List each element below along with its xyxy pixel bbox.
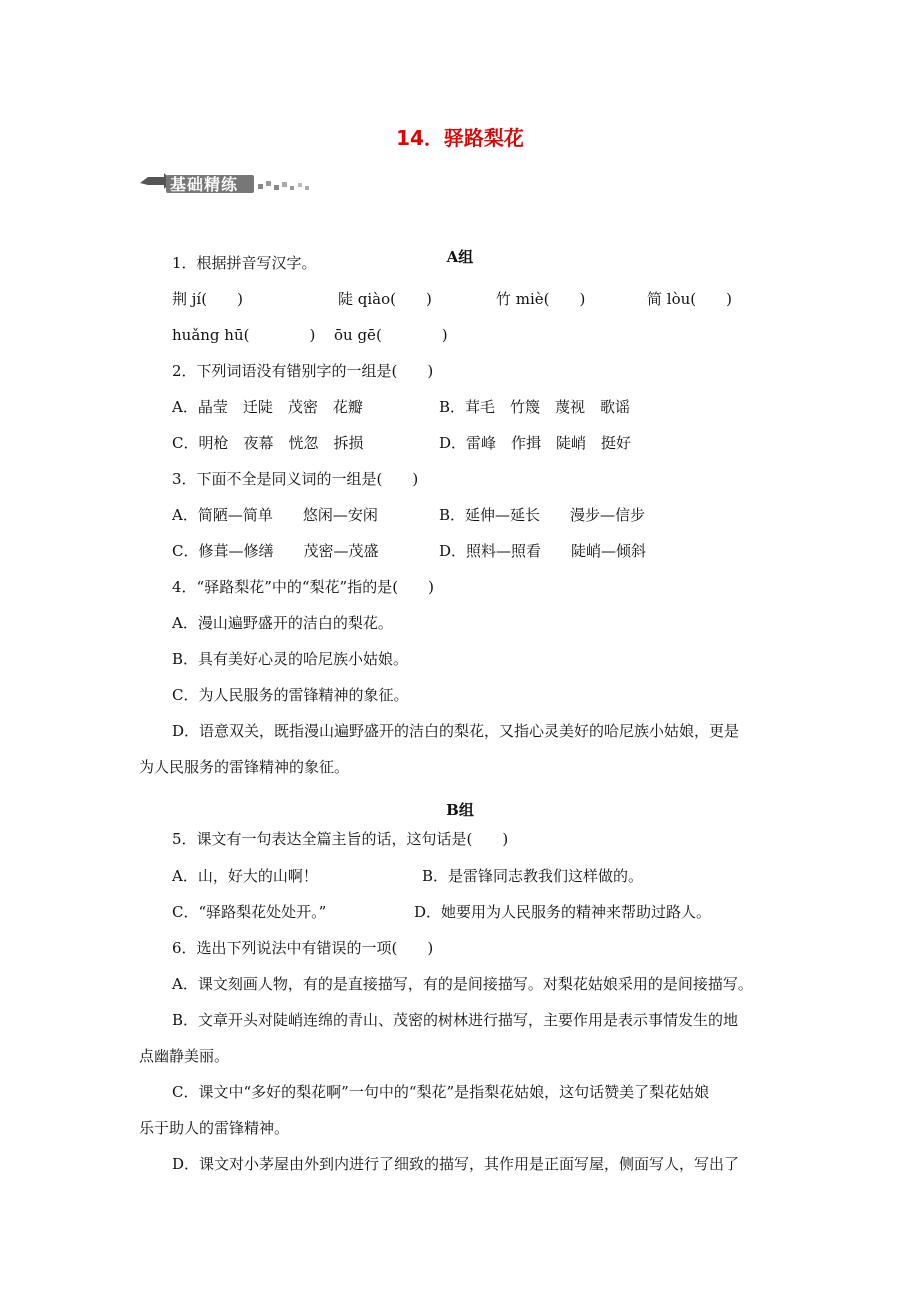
- group-a-heading: A组: [446, 248, 474, 266]
- q1-item: 简 lòu( ): [647, 290, 732, 308]
- section-banner: [140, 171, 315, 195]
- q4-option: A．漫山遍野盛开的洁白的梨花。: [172, 614, 393, 632]
- q5-option: D．她要用为人民服务的精神来帮助过路人。: [414, 903, 712, 921]
- q5-option: C．“驿路梨花处处开。”: [172, 903, 327, 921]
- q5-option: A．山，好大的山啊！: [172, 867, 318, 885]
- q2-option: C．明枪 夜幕 恍忽 拆损: [172, 434, 364, 452]
- section-label: 基础精练: [170, 175, 239, 194]
- q6-line: C．课文中“多好的梨花啊”一句中的“梨花”是指梨花姑娘，这句话赞美了梨花姑娘: [172, 1083, 710, 1101]
- q1-item: huǎng hū( ): [172, 326, 316, 344]
- q6-line: 点幽静美丽。: [139, 1047, 230, 1065]
- q3-option: D．照料—照看 陡峭—倾斜: [439, 542, 647, 560]
- q4-option-continued: 为人民服务的雷锋精神的象征。: [139, 758, 350, 776]
- q1-stem: 1．根据拼音写汉字。: [172, 254, 317, 272]
- q2-option: B．茸毛 竹篾 蔑视 歌谣: [439, 398, 631, 416]
- q6-line: A．课文刻画人物，有的是直接描写，有的是间接描写。对梨花姑娘采用的是间接描写。: [172, 975, 753, 993]
- q4-stem: 4．“驿路梨花”中的“梨花”指的是( ): [172, 578, 434, 596]
- q4-option: C．为人民服务的雷锋精神的象征。: [172, 686, 409, 704]
- q5-option: B．是雷锋同志教我们这样做的。: [422, 867, 644, 885]
- q1-item: 竹 miè( ): [496, 290, 586, 308]
- q1-item: ōu gē( ): [334, 326, 448, 344]
- q3-option: B．延伸—延长 漫步—信步: [439, 506, 646, 524]
- q2-stem: 2．下列词语没有错别字的一组是( ): [172, 362, 434, 380]
- q2-option: D．雷峰 作揖 陡峭 挺好: [439, 434, 632, 452]
- q6-stem: 6．选出下列说法中有错误的一项( ): [172, 939, 434, 957]
- q2-option: A．晶莹 迁陡 茂密 花瓣: [172, 398, 363, 416]
- group-b-heading: B组: [446, 801, 474, 819]
- q1-item: 陡 qiào( ): [338, 290, 432, 308]
- q6-line: B．文章开头对陡峭连绵的青山、茂密的树林进行描写，主要作用是表示事情发生的地: [172, 1011, 739, 1029]
- q4-option: D．语意双关，既指漫山遍野盛开的洁白的梨花，又指心灵美好的哈尼族小姑娘，更是: [172, 722, 740, 740]
- q3-option: C．修葺—修缮 茂密—茂盛: [172, 542, 379, 560]
- q3-stem: 3．下面不全是同义词的一组是( ): [172, 470, 419, 488]
- q6-line: 乐于助人的雷锋精神。: [139, 1119, 290, 1137]
- page-title: 14．驿路梨花: [396, 126, 524, 150]
- q6-line: D．课文对小茅屋由外到内进行了细致的描写，其作用是正面写屋，侧面写人，写出了: [172, 1155, 740, 1173]
- q1-item: 荆 jí( ): [172, 290, 243, 308]
- q4-option: B．具有美好心灵的哈尼族小姑娘。: [172, 650, 409, 668]
- q5-stem: 5．课文有一句表达全篇主旨的话，这句话是( ): [172, 830, 509, 848]
- q3-option: A．简陋—简单 悠闲—安闲: [172, 506, 378, 524]
